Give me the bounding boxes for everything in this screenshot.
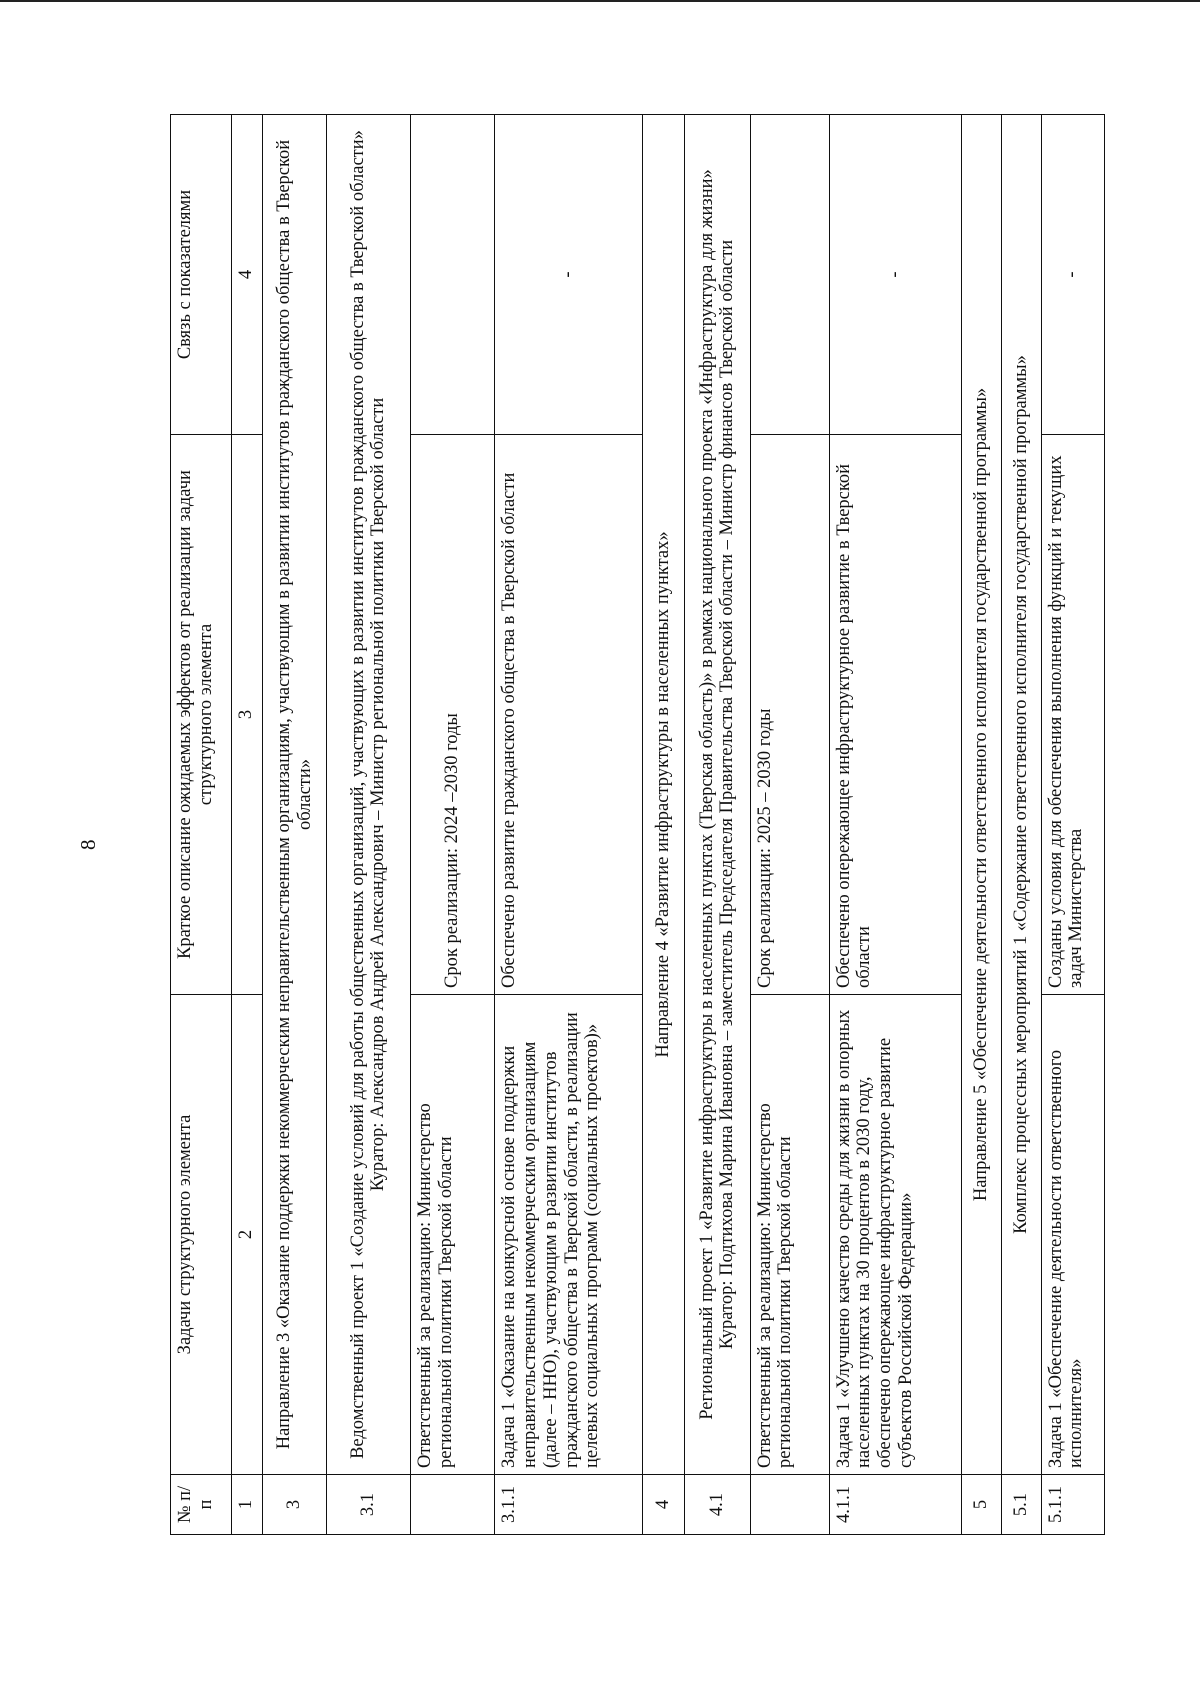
project-4-1-cell <box>685 115 750 1475</box>
table-row <box>263 115 326 1535</box>
colnum-4: 4 <box>232 115 263 435</box>
empty-cell <box>411 115 495 435</box>
project-3-1-curator: Куратор: Александров Андрей Александрович – Министр региональной политики Тверской области <box>368 397 389 1192</box>
table-row <box>829 115 961 1535</box>
colnum-1: 1 <box>232 1475 263 1535</box>
row-num: 3.1 <box>326 1475 410 1535</box>
table-row <box>495 115 643 1535</box>
colnum-2: 2 <box>232 995 263 1475</box>
project-3-1-title: Ведомственный проект 1 «Создание условий для работы общественных организаций, участвующих в развитии институтов гражданского общества в Тверской области» <box>347 130 368 1459</box>
row-num: 3 <box>263 1475 326 1535</box>
project-4-1-title: Региональный проект 1 «Развитие инфраструктуры в населенных пунктах (Тверская область)» в рамках национального проекта «Инфраструктура для жизни» <box>696 169 717 1420</box>
row-num: 5 <box>961 1475 1001 1535</box>
row-num: 4.1 <box>685 1475 750 1535</box>
row-num: 5.1 <box>1001 1475 1041 1535</box>
direction-5-title: Направление 5 «Обеспечение деятельности ответственного исполнителя государственной программы» <box>961 115 1001 1475</box>
header-task: Задачи структурного элемента <box>171 995 232 1475</box>
row-num: 5.1.1 <box>1041 1475 1104 1535</box>
project-3-1-cell <box>326 115 410 1475</box>
header-num: № п/п <box>171 1475 232 1535</box>
empty-cell <box>750 115 829 435</box>
table-row <box>1001 115 1041 1535</box>
colnum-3: 3 <box>232 435 263 995</box>
responsible-4-1: Ответственный за реализацию: Министерство региональной политики Тверской области <box>750 995 829 1475</box>
page-number: 8 <box>76 839 100 850</box>
table-row <box>411 115 495 1535</box>
period-4-1: Срок реализации: 2025 – 2030 годы <box>750 435 829 995</box>
table-row <box>750 115 829 1535</box>
empty-cell <box>750 1475 829 1535</box>
row-num: 3.1.1 <box>495 1475 643 1535</box>
task-3-1-1: Задача 1 «Оказание на конкурсной основе поддержки неправительственным некоммерческим организациям (далее – ННО), участвующим в развитии институтов гражданского общества в Тверской области, в реализации целевых социальных программ (социальных проектов)» <box>495 995 643 1475</box>
process-5-1-title: Комплекс процессных мероприятий 1 «Содержание ответственного исполнителя государственной программы» <box>1001 115 1041 1475</box>
project-4-1-curator: Куратор: Подтихова Марина Ивановна – заместитель Председателя Правительства Тверской области – Министр финансов Тверской области <box>717 239 738 1350</box>
task-5-1-1: Задача 1 «Обеспечение деятельности ответственного исполнителя» <box>1041 995 1104 1475</box>
effect-5-1-1: Созданы условия для обеспечения выполнения функций и текущих задач Министерства <box>1041 435 1104 995</box>
link-3-1-1: - <box>495 115 643 435</box>
structure-tasks-table <box>170 114 1105 1535</box>
effect-3-1-1: Обеспечено развитие гражданского общества в Тверской области <box>495 435 643 995</box>
table-row <box>961 115 1001 1535</box>
link-4-1-1: - <box>829 115 961 435</box>
empty-cell <box>411 1475 495 1535</box>
rotated-table-container <box>170 115 1105 1535</box>
row-num: 4 <box>643 1475 685 1535</box>
responsible-3-1: Ответственный за реализацию: Министерство региональной политики Тверской области <box>411 995 495 1475</box>
direction-3-title: Направление 3 «Оказание поддержки некоммерческим неправительственным организациям, участвующим в развитии институтов гражданского общества в Тверской области» <box>263 115 326 1475</box>
header-link: Связь с показателями <box>171 115 232 435</box>
table-row <box>685 115 750 1535</box>
header-effect: Краткое описание ожидаемых эффектов от реализации задачи структурного элемента <box>171 435 232 995</box>
table-row <box>1041 115 1104 1535</box>
effect-4-1-1: Обеспечено опережающее инфраструктурное развитие в Тверской области <box>829 435 961 995</box>
table-row <box>643 115 685 1535</box>
column-number-row <box>232 115 263 1535</box>
table-header-row <box>171 115 232 1535</box>
task-4-1-1: Задача 1 «Улучшено качество среды для жизни в опорных населенных пунктах на 30 процентов в 2030 году, обеспечено опережающее инфраструктурное развитие субъектов Российской Федерации» <box>829 995 961 1475</box>
direction-4-title: Направление 4 «Развитие инфраструктуры в населенных пунктах» <box>643 115 685 1475</box>
row-num: 4.1.1 <box>829 1475 961 1535</box>
period-3-1: Срок реализации: 2024 –2030 годы <box>411 435 495 995</box>
link-5-1-1: - <box>1041 115 1104 435</box>
top-edge-line <box>0 0 1200 2</box>
table-row <box>326 115 410 1535</box>
